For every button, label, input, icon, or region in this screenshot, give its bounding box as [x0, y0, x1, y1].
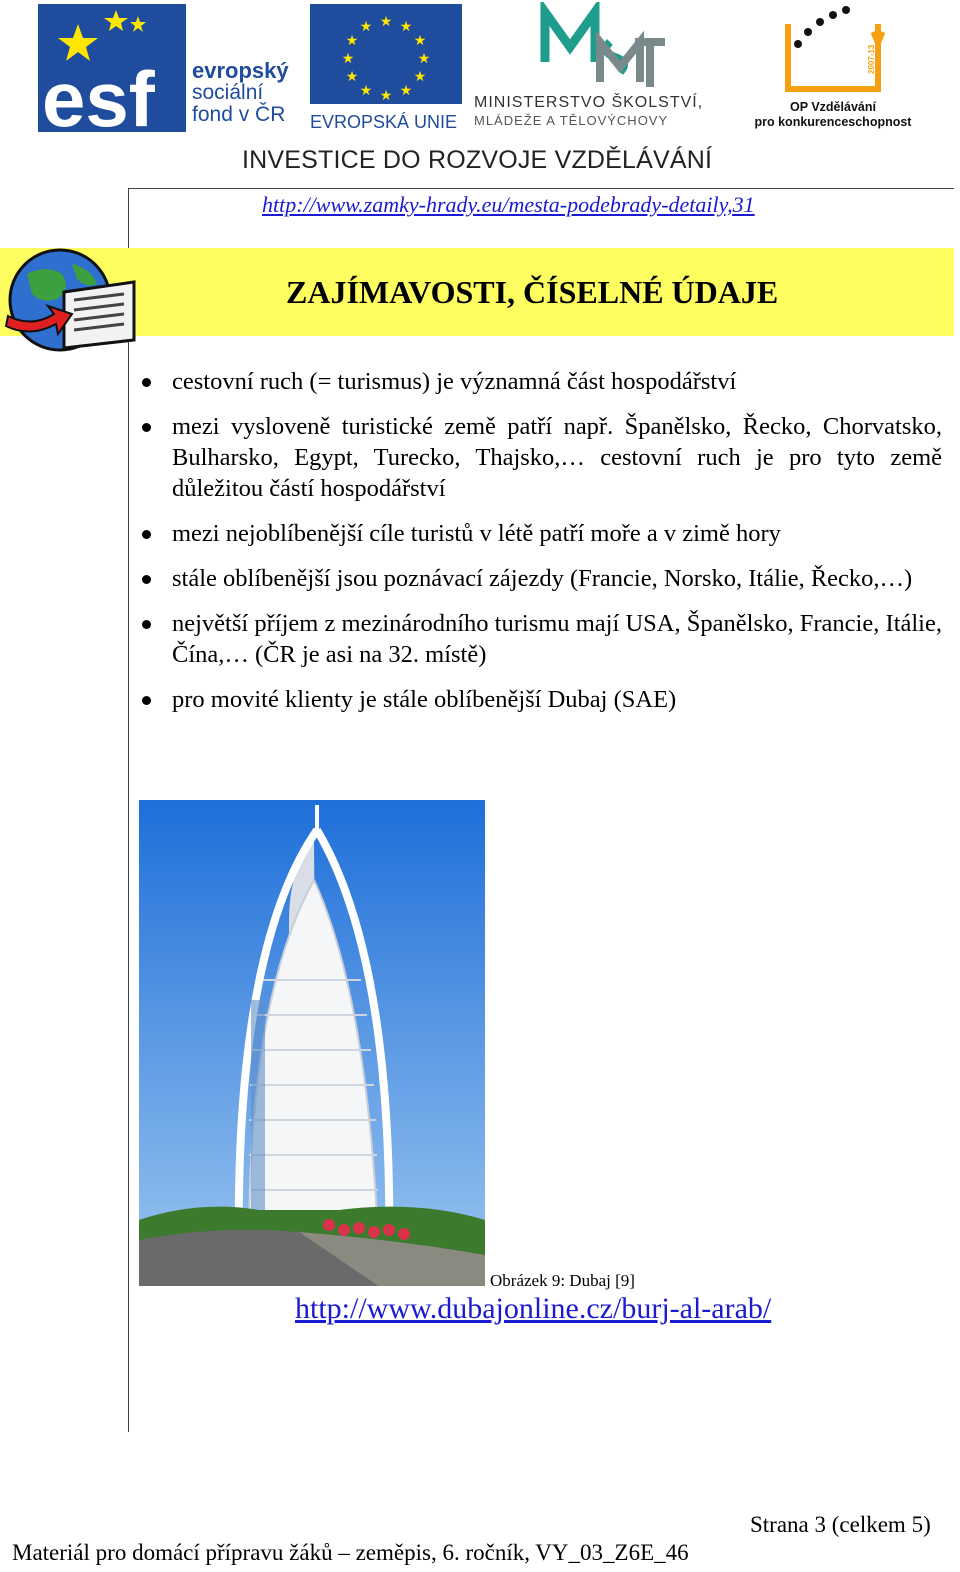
bullet-icon	[142, 575, 151, 584]
list-item	[142, 366, 942, 397]
esf-mark-icon	[38, 4, 186, 132]
op-years: 2007-13	[867, 44, 876, 74]
svg-text:★: ★	[399, 83, 413, 99]
svg-text:esf: esf	[42, 55, 155, 132]
svg-text:★: ★	[417, 51, 431, 67]
svg-text:★: ★	[413, 33, 427, 49]
svg-text:★: ★	[345, 33, 359, 49]
list-item-text: pro movité klienty je stále oblíbenější Dubaj (SAE)	[172, 686, 677, 713]
footer-text: Materiál pro domácí přípravu žáků – zeměpis, 6. ročník, VY_03_Z6E_46	[12, 1540, 689, 1565]
msmt-logo	[474, 2, 744, 132]
esf-line1: evropský	[192, 58, 289, 83]
page-number: Strana 3 (celkem 5)	[750, 1512, 931, 1537]
frame-left-line	[128, 188, 129, 1432]
esf-text	[192, 60, 289, 126]
svg-text:★: ★	[379, 88, 393, 104]
figure-source-link[interactable]: http://www.dubajonline.cz/burj-al-arab/	[295, 1292, 772, 1325]
op-line2: pro konkurenceschopnost	[754, 115, 912, 129]
list-item-text: největší příjem z mezinárodního turismu mají USA, Španělsko, Francie, Itálie, Čína,… (ČR je asi na 32. místě)	[172, 610, 942, 668]
svg-text:★: ★	[379, 14, 393, 30]
msmt-line2: MLÁDEŽE A TĚLOVÝCHOVY	[474, 113, 669, 128]
op-logo	[748, 4, 918, 132]
globe-book-icon	[2, 244, 142, 354]
op-text	[748, 100, 918, 130]
list-item-text: mezi nejoblíbenější cíle turistů v létě patří moře a v zimě hory	[172, 520, 781, 547]
list-item	[142, 608, 942, 670]
bullet-icon	[142, 620, 151, 629]
svg-text:★: ★	[359, 19, 373, 35]
svg-text:★: ★	[341, 51, 355, 67]
msmt-text	[474, 94, 703, 130]
msmt-line1: MINISTERSTVO ŠKOLSTVÍ,	[474, 94, 704, 111]
bullet-icon	[142, 530, 151, 539]
list-item	[142, 684, 942, 715]
bullet-icon	[142, 423, 151, 432]
list-item-text: mezi vysloveně turistické země patří např. Španělsko, Řecko, Chorvatsko, Bulharsko, Egypt, Turecko, Thajsko,… cestovní ruch je pro tyto země důležitou částí hospodářství	[172, 413, 942, 502]
svg-text:★: ★	[359, 83, 373, 99]
list-item	[142, 563, 942, 594]
bullet-icon	[142, 696, 151, 705]
section-title: ZAJÍMAVOSTI, ČÍSELNÉ ÚDAJE	[286, 274, 779, 310]
list-item	[142, 518, 942, 549]
figure-caption: Obrázek 9: Dubaj [9]	[490, 1271, 635, 1290]
msmt-mark-icon	[540, 2, 670, 92]
svg-text:★: ★	[413, 69, 427, 85]
bullet-list	[142, 366, 942, 729]
list-item-text: stále oblíbenější jsou poznávací zájezdy (Francie, Norsko, Itálie, Řecko,…)	[172, 565, 913, 592]
eu-flag-icon	[310, 4, 462, 104]
svg-text:★: ★	[345, 69, 359, 85]
frame-top-line	[128, 188, 954, 189]
bullet-icon	[142, 378, 151, 387]
esf-line2: sociální	[192, 81, 264, 104]
dubai-photo	[139, 800, 485, 1286]
list-item	[142, 411, 942, 504]
source-link-top[interactable]: http://www.zamky-hrady.eu/mesta-podebrady-detaily,31	[262, 192, 755, 217]
svg-text:★: ★	[399, 19, 413, 35]
slogan: INVESTICE DO ROZVOJE VZDĚLÁVÁNÍ	[242, 146, 713, 174]
eu-logo	[310, 4, 462, 132]
eu-label: EVROPSKÁ UNIE	[310, 112, 458, 132]
esf-line3: fond v ČR	[192, 103, 286, 126]
esf-logo	[38, 4, 300, 132]
op-mark-icon	[778, 4, 888, 96]
list-item-text: cestovní ruch (= turismus) je významná část hospodářství	[172, 368, 737, 395]
op-line1: OP Vzdělávání	[790, 100, 876, 114]
